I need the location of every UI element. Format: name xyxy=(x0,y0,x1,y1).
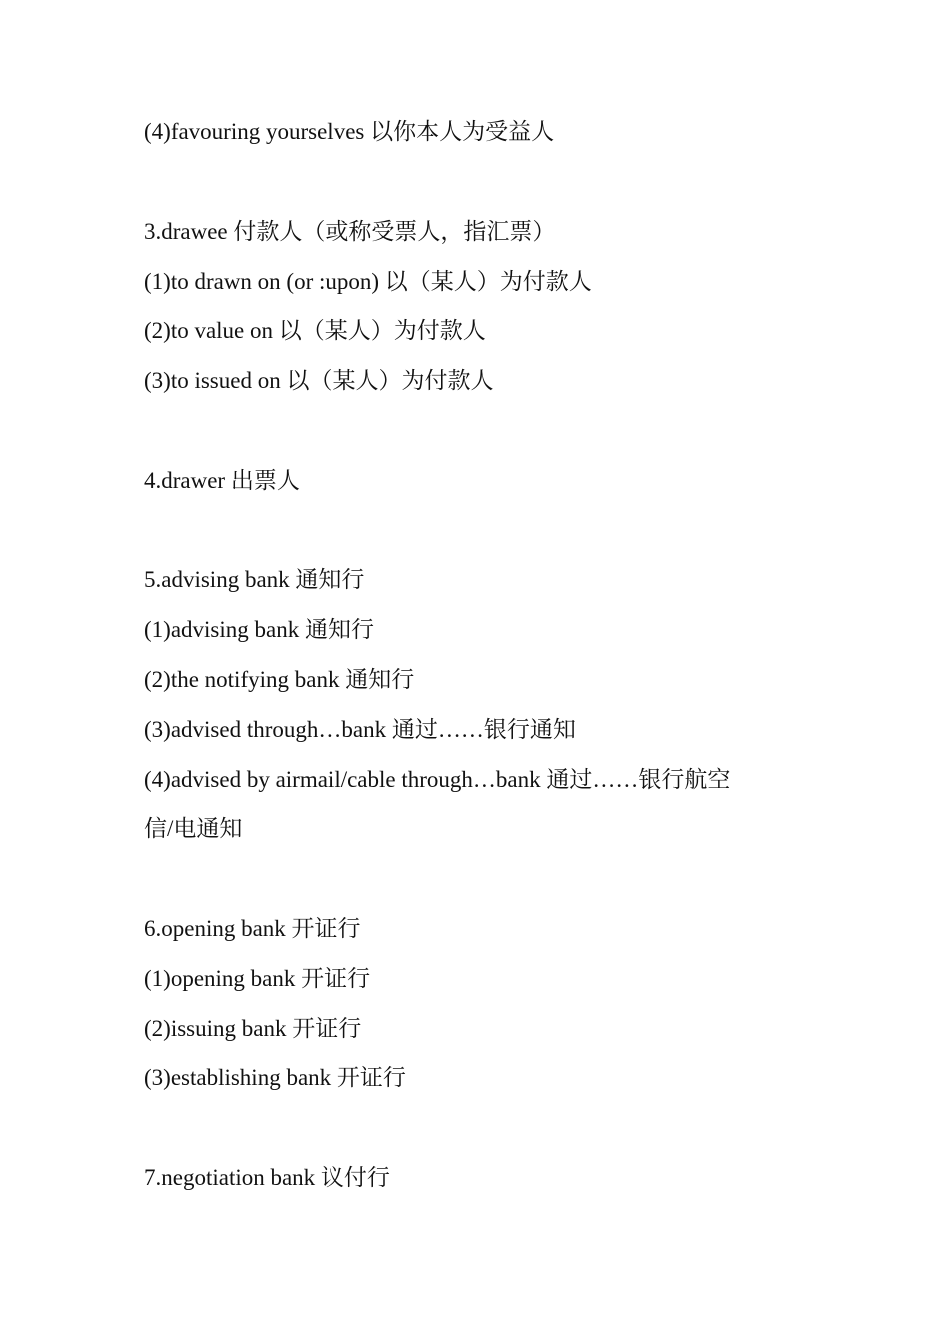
section-heading: 6.opening bank 开证行 xyxy=(144,916,361,941)
section-heading: 7.negotiation bank 议付行 xyxy=(144,1165,390,1190)
text-line: (3)establishing bank 开证行 xyxy=(144,1065,406,1090)
text-line: (3)advised through…bank 通过……银行通知 xyxy=(144,717,576,742)
text-line: (3)to issued on 以（某人）为付款人 xyxy=(144,368,494,393)
text-line: (2)to value on 以（某人）为付款人 xyxy=(144,318,486,343)
text-line: (2)the notifying bank 通知行 xyxy=(144,667,415,692)
section-heading: 5.advising bank 通知行 xyxy=(144,567,365,592)
text-line: (1)opening bank 开证行 xyxy=(144,966,371,991)
text-line: (2)issuing bank 开证行 xyxy=(144,1016,362,1041)
text-line: (1)to drawn on (or :upon) 以（某人）为付款人 xyxy=(144,269,592,294)
text-line: (4)advised by airmail/cable through…bank 通过……银行航空 xyxy=(144,767,731,792)
text-line: 信/电通知 xyxy=(144,816,243,841)
section-heading: 4.drawer 出票人 xyxy=(144,468,300,493)
text-line: (4)favouring yourselves 以你本人为受益人 xyxy=(144,119,555,144)
text-line: (1)advising bank 通知行 xyxy=(144,617,374,642)
section-heading: 3.drawee 付款人（或称受票人，指汇票） xyxy=(144,219,556,244)
